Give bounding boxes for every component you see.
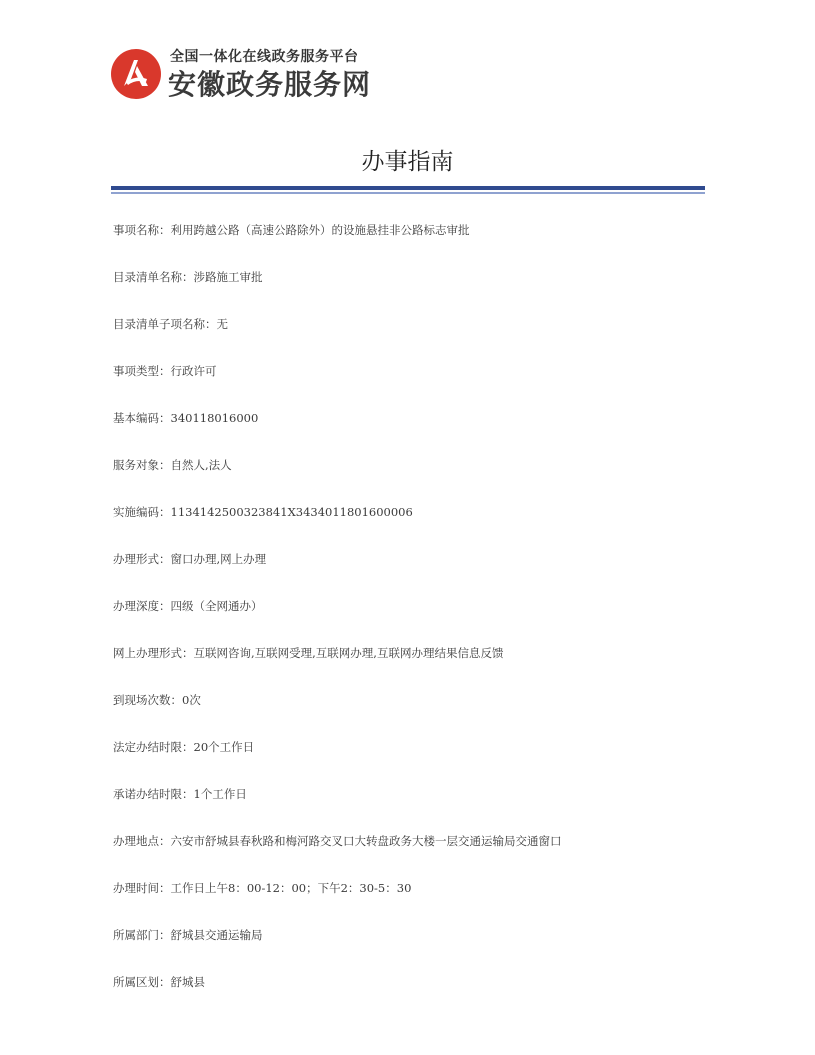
divider-thin-line — [111, 192, 705, 194]
page-title: 办事指南 — [361, 149, 454, 175]
field-value: 舒城县 — [170, 975, 205, 989]
field-item-type — [113, 363, 713, 410]
field-catalog-name — [113, 269, 713, 316]
field-value: 舒城县交通运输局 — [170, 928, 263, 942]
field-promised-time-limit — [113, 786, 713, 833]
field-item-name — [113, 222, 713, 269]
field-value: 窗口办理,网上办理 — [170, 552, 267, 566]
field-label: 所属部门： — [113, 928, 171, 942]
field-basic-code — [113, 410, 713, 457]
field-label: 目录清单子项名称： — [113, 317, 217, 331]
field-onsite-visits — [113, 692, 713, 739]
title-divider — [111, 186, 705, 194]
guide-field-list — [113, 222, 713, 1021]
field-label: 办理深度： — [113, 599, 171, 613]
field-handling-form — [113, 551, 713, 598]
anhui-gov-logo-icon — [110, 48, 162, 100]
field-value: 四级（全网通办） — [170, 599, 263, 613]
field-value: 20个工作日 — [193, 740, 255, 754]
field-value: 利用跨越公路（高速公路除外）的设施悬挂非公路标志审批 — [170, 223, 470, 237]
field-label: 办理地点： — [113, 834, 171, 848]
field-label: 基本编码： — [113, 411, 171, 425]
field-value: 互联网咨询,互联网受理,互联网办理,互联网办理结果信息反馈 — [193, 646, 504, 660]
field-label: 所属区划： — [113, 975, 171, 989]
field-value: 行政许可 — [170, 364, 217, 378]
field-label: 承诺办结时限： — [113, 787, 194, 801]
field-catalog-subitem — [113, 316, 713, 363]
field-label: 办理时间： — [113, 881, 171, 895]
field-legal-time-limit — [113, 739, 713, 786]
field-label: 网上办理形式： — [113, 646, 194, 660]
field-value: 自然人,法人 — [170, 458, 232, 472]
field-label: 事项类型： — [113, 364, 171, 378]
field-label: 服务对象： — [113, 458, 171, 472]
field-value: 1个工作日 — [193, 787, 247, 801]
field-value: 工作日上午8：00-12：00；下午2：30-5：30 — [170, 881, 412, 895]
field-office-hours — [113, 880, 713, 927]
field-online-form — [113, 645, 713, 692]
field-label: 办理形式： — [113, 552, 171, 566]
platform-subtitle: 全国一体化在线政务服务平台 — [170, 49, 359, 65]
field-label: 目录清单名称： — [113, 270, 194, 284]
field-location — [113, 833, 713, 880]
field-value: 1134142500323841X3434011801600006 — [170, 505, 413, 519]
field-value: 六安市舒城县春秋路和梅河路交叉口大转盘政务大楼一层交通运输局交通窗口 — [170, 834, 562, 848]
field-label: 事项名称： — [113, 223, 171, 237]
field-label: 法定办结时限： — [113, 740, 194, 754]
field-label: 到现场次数： — [113, 693, 182, 707]
site-title: 安徽政务服务网 — [168, 68, 372, 101]
field-value: 0次 — [182, 693, 201, 707]
field-division — [113, 974, 713, 1021]
site-header — [110, 44, 410, 104]
field-value: 340118016000 — [170, 411, 259, 425]
field-value: 无 — [216, 317, 228, 331]
field-implementation-code — [113, 504, 713, 551]
field-service-target — [113, 457, 713, 504]
field-label: 实施编码： — [113, 505, 171, 519]
field-handling-depth — [113, 598, 713, 645]
field-department — [113, 927, 713, 974]
field-value: 涉路施工审批 — [193, 270, 263, 284]
